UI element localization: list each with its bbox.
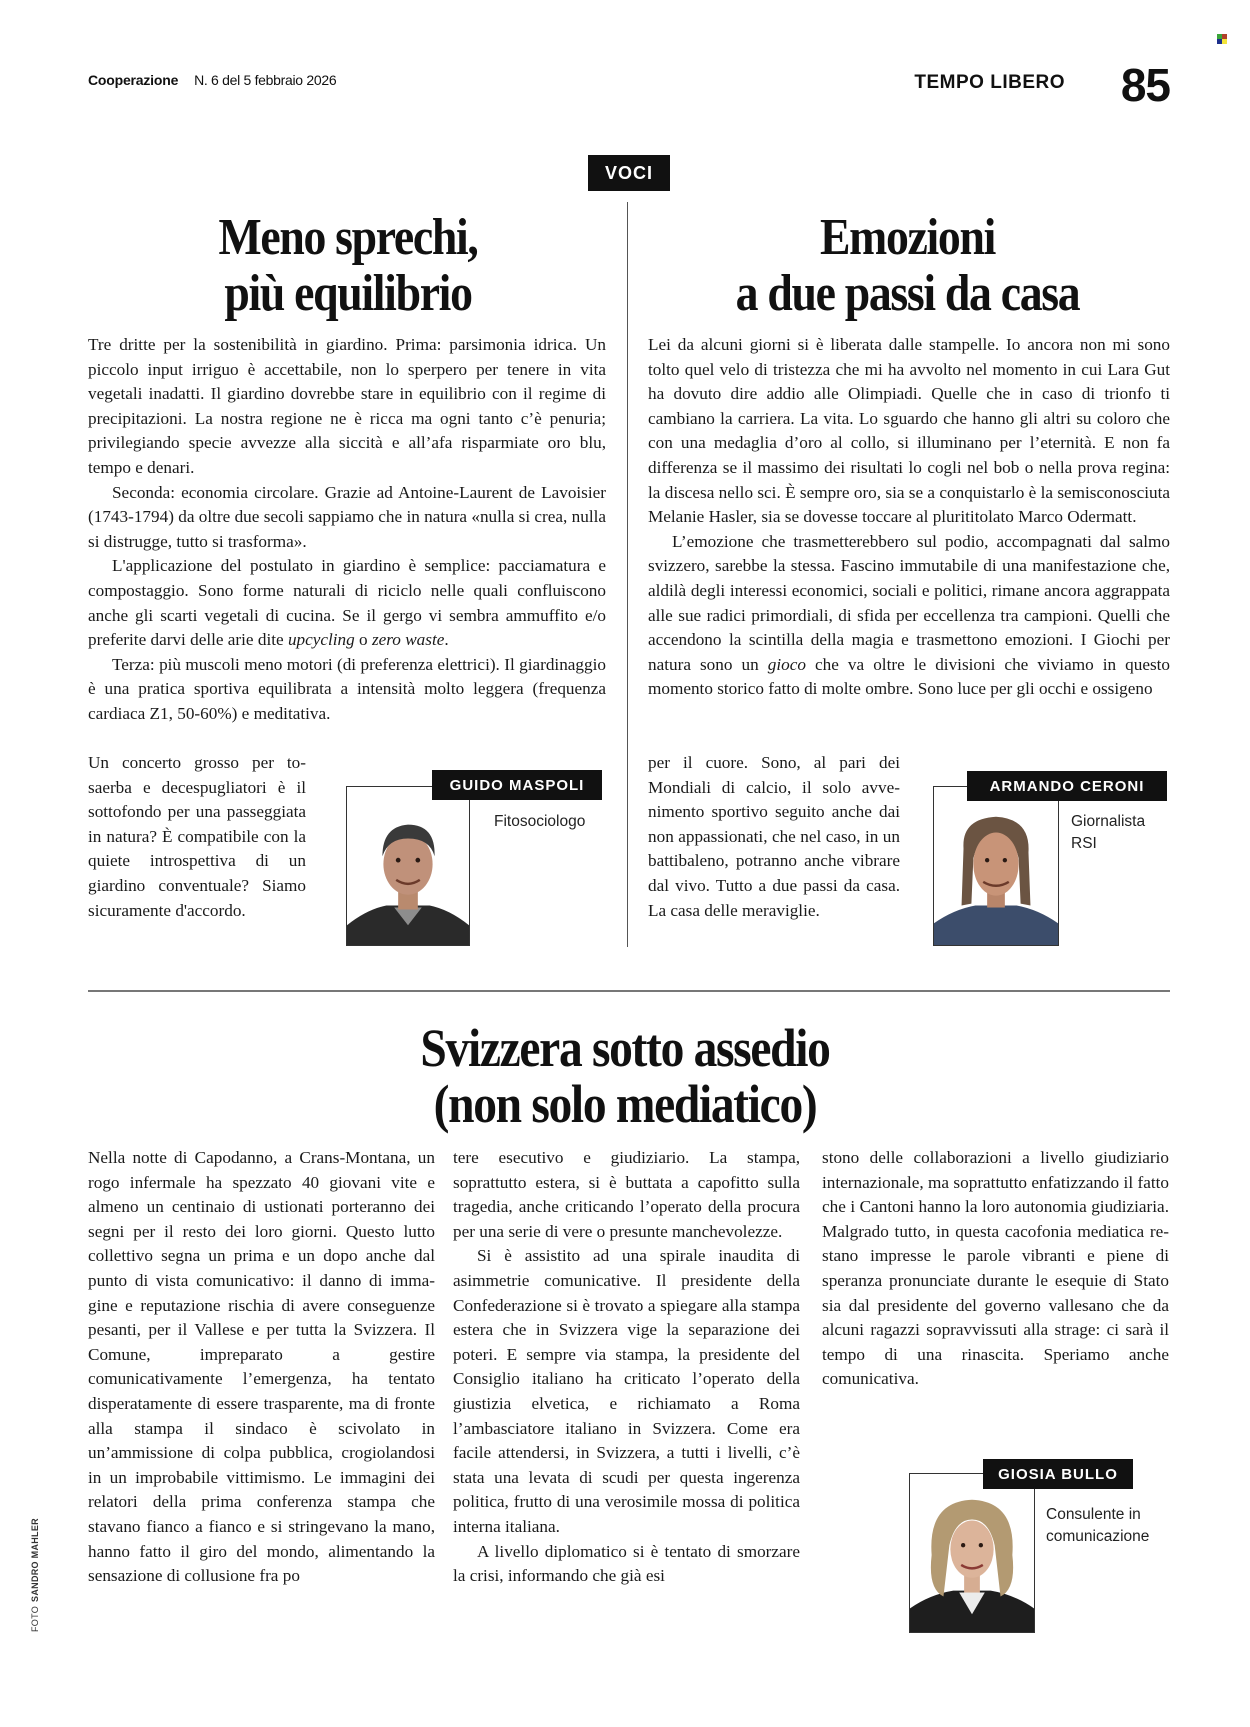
article-1-body <box>88 333 606 727</box>
paragraph: per il cuore. Sono, al pari dei Mondiali di calcio, il solo avvenimento sportivo seguito anche dai non appassionati, che nel caso, in un battibaleno, potranno anche vibrare dal vivo. Tutto a due passi da casa. La casa delle meraviglie. <box>648 753 900 920</box>
author-role-line: Giornalista <box>1071 813 1146 830</box>
paragraph: Si è assistito ad una spirale inaudita di asimmetrie comunicative. Il presidente della Confederazione si è trovato a spiegare alla stampa estera che in Svizzera vige la separazione dei poteri. E sempre via stampa, la presidente del Consiglio italiano ha criticato l’operato della giustizia elvetica, e richiamato a Roma l’ambasciatore italiano in Svizzera. Come era facile attendersi, in Svizzera, a tutti i livelli, c’è stata una levata di scudi per questa ingerenza politica, frutto di una verosimile mossa di politica interna italiana. <box>453 1246 800 1536</box>
italic-term: upcycling <box>287 630 355 650</box>
article-2-body-narrow <box>648 751 900 923</box>
photo-credit-label: FOTO <box>30 1605 40 1632</box>
headline-line: a due passi da casa <box>735 265 1080 322</box>
paragraph-text: L'applicazione del postulato in giardino è semplice: pacciamatura e compostaggio. Sono forme naturali di riciclo nelle quali confluiscono anche gli scarti vegetali di cucina. Se il gergo vi sembra ammuffito e/o preferite darvi delle arie dite <box>88 556 606 650</box>
paragraph: Nella notte di Capodanno, a Crans-Montana, un rogo infermale ha spezzato 40 giovani vite e almeno un centinaio di ustionati porteranno dei segni per il resto dei loro giorni. Questo lutto collettivo segna un prima e un dopo anche dal punto di vista comunicativo: il danno di immagine e reputazione rischia di avere conseguenze pesanti, per il Vallese e per tutta la Svizzera. Il Comune, impreparato a gestire comunicativamente l’emergenza, ha tentato disperatamente di essere trasparente, ma di fronte alla stampa il sindaco è scivolato in un’ammissione di colpa pubblica, crogiolandosi in un improbabile vittimismo. Le immagini dei relatori della prima conferenza stampa che stavano fianco a fianco e si stringevano la mano, hanno fatto il giro del mondo, alimentando la sensazione di collusione fra po <box>88 1148 435 1586</box>
color-registration-icon <box>1217 34 1227 44</box>
headline-line: Emozioni <box>819 209 996 266</box>
author-role <box>1046 1504 1176 1548</box>
issue-info: N. 6 del 5 febbraio 2026 <box>194 72 337 88</box>
portrait-photo-icon <box>910 1486 1034 1632</box>
headline-line: più equilibrio <box>224 265 472 322</box>
article-2-body <box>648 333 1170 702</box>
italic-term: zero waste <box>371 630 445 650</box>
paragraph: Seconda: economia circolare. Grazie ad Antoine-Laurent de Lavoisier (1743-1794) da oltre due secoli sappiamo che in natura «nulla si crea, nulla si distrugge, tutto si trasforma». <box>88 482 606 551</box>
column-divider <box>627 202 628 947</box>
paragraph-text: che va oltre le divisioni che viviamo in questo momento storico fatto di molte ombre. Sono luce per gli occhi e ossigeno <box>648 654 1171 699</box>
author-photo-frame <box>346 786 470 946</box>
page-number: 85 <box>1120 59 1170 111</box>
author-role-line: comunicazione <box>1046 1528 1150 1545</box>
section-name: TEMPO LIBERO <box>914 72 1065 93</box>
section-divider <box>88 990 1170 992</box>
paragraph: Tre dritte per la sostenibilità in giardino. Prima: parsimonia idrica. Un piccolo input irriguo è accettabile, non lo sperpero per tenere in vita vegetali inadatti. Il giardino dovrebbe stare in equilibrio con il regime di precipitazioni. La nostra regione ne è ricca ma ogni tanto c’è penuria; privilegiando specie avvezze alla siccità e all’afa risparmiate oro blu, tempo e denari. <box>88 335 606 477</box>
headline-line: Meno sprechi, <box>218 209 478 266</box>
portrait-photo-icon <box>347 799 469 945</box>
paragraph <box>648 530 1170 702</box>
article-3-column-1 <box>88 1146 435 1589</box>
paragraph: Un concerto grosso per tosaerba e decespugliatori è il sottofondo per una passeggiata in natura? È compatibile con la quiete introspettiva di un giardino conventuale? Siamo sicuramente d'accordo. <box>88 753 306 920</box>
author-name-tag: ARMANDO CERONI <box>967 771 1167 801</box>
author-role <box>1071 811 1171 855</box>
italic-term: gioco <box>767 654 806 674</box>
author-role-line: RSI <box>1071 835 1097 852</box>
paragraph-text: L’emozione che trasmetterebbero sul podio, accompagnati dal salmo svizzero, sarebbe la stessa. Fascino immutabile di una manifestazione che, aldilà degli interessi economici, sociali e politici, rimane ancora aggrappata alle sue radici primordiali, di sfida per eccellenza tra campioni. Quelli che accendono la scintilla della magia e trasmettono emozioni. I Giochi per natura sono un <box>648 531 1170 674</box>
rubric-badge: VOCI <box>588 155 670 191</box>
article-1-body-narrow <box>88 751 306 923</box>
paragraph: tere esecutivo e giudiziario. La stampa, soprattutto estera, si è buttata a capofitto sulla tragedia, anche criticando l’operato della procura per una serie di vere o presunte manchevolezze. <box>453 1148 800 1241</box>
author-photo-frame <box>933 786 1059 946</box>
article-1-headline <box>119 210 577 322</box>
paragraph-text: . <box>444 630 449 650</box>
article-3-column-2 <box>453 1146 800 1589</box>
author-name-tag: GIOSIA BULLO <box>983 1459 1133 1489</box>
article-3-column-3 <box>822 1146 1169 1392</box>
paragraph-text: o <box>359 630 368 650</box>
article-2-headline <box>677 210 1139 322</box>
portrait-photo-icon <box>934 799 1058 945</box>
headline-line: Svizzera sotto assedio <box>420 1018 830 1078</box>
masthead <box>88 72 336 88</box>
author-name-tag: GUIDO MASPOLI <box>432 770 602 800</box>
author-role-line: Consulente in <box>1046 1506 1141 1523</box>
paragraph <box>88 554 606 652</box>
publication-name: Cooperazione <box>88 72 179 88</box>
article-3-headline <box>145 1020 1104 1132</box>
photo-credit-name: SANDRO MAHLER <box>30 1518 40 1602</box>
paragraph: Lei da alcuni giorni si è liberata dalle stampelle. Io ancora non mi sono tolto quel velo di tristezza che mi ha avvolto nel momento in cui Lara Gut ha dovuto dire addio alle Olimpiadi. Quelle che in caso di trionfo ti cambiano la carriera. La vita. Lo sguardo che hanno gli altri su coloro che con una medaglia d’oro al collo, si illuminano per l’eternità. E non fa differenza se il massimo dei risultati lo cogli nel bob o nella prova regina: la discesa nello sci. È sempre oro, sia se a conquistarlo è la semisconosciuta Melanie Hasler, sia se dovesse toccare al plurititolato Marco Odermatt. <box>648 335 1170 527</box>
author-role: Fitosociologo <box>494 813 586 830</box>
paragraph: A livello diplomatico si è tentato di smorzare la crisi, informando che già esi <box>453 1541 800 1586</box>
paragraph: stono delle collaborazioni a livello giudiziario internazionale, ma soprattutto enfatizzando il fatto che i Cantoni hanno la loro autonomia giudiziaria. Malgrado tutto, in questa cacofonia mediatica restano impresse le parole vibranti e piene di speranza pronunciate durante le esequie di Stato sia dal presidente del governo vallesano che da alcuni ragazzi sopravvissuti alla strage: ci sarà il tempo di una rinascita. Speriamo anche comunicativa. <box>822 1148 1169 1389</box>
author-photo-frame <box>909 1473 1035 1633</box>
paragraph: Terza: più muscoli meno motori (di preferenza elettrici). Il giardinaggio è una pratica sportiva equilibrata a intensità molto leggera (frequenza cardiaca Z1, 50-60%) e meditativa. <box>88 654 606 723</box>
photo-credit <box>30 1518 40 1632</box>
headline-line: (non solo mediatico) <box>433 1074 817 1134</box>
